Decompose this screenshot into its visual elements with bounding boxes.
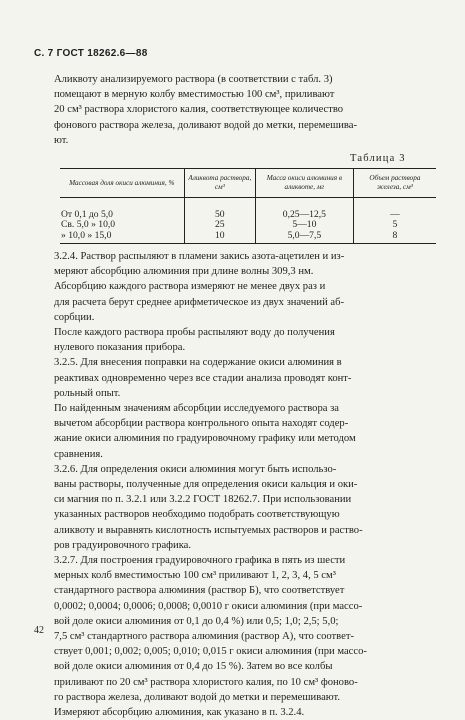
table-header-cell: Масса окиси алюминия в аликвоте, мг — [256, 169, 354, 198]
text-line: 3.2.5. Для внесения поправки на содержание окиси алюминия в — [54, 357, 342, 369]
paragraph — [34, 325, 432, 355]
table-cell: » 10,0 » 15,0 — [60, 231, 184, 244]
table-caption: Таблица 3 — [350, 153, 406, 164]
paragraph — [34, 355, 432, 401]
page-header: С. 7 ГОСТ 18262.6—88 — [34, 48, 148, 59]
table-row — [60, 231, 436, 244]
text-line: По найденным значениям абсорбции исследуемого раствора за — [54, 403, 339, 415]
text-line: ствует 0,001; 0,002; 0,005; 0,010; 0,015 г окиси алюминия (при массо- — [54, 646, 367, 658]
table-cell: 5—10 — [256, 220, 354, 230]
table-3 — [60, 168, 436, 244]
text-line: помещают в мерную колбу вместимостью 100 см³, приливают — [54, 89, 335, 101]
text-line: вычетом абсорбции раствора контрольного опыта находят содер- — [54, 418, 349, 430]
paragraph — [34, 401, 432, 462]
table-row — [60, 220, 436, 230]
text-line: нулевого показания прибора. — [54, 342, 186, 354]
table-header-row — [60, 169, 436, 198]
text-line: стандартного раствора алюминия (раствор Б), что соответствует — [54, 585, 345, 597]
table-header-cell: Аликвота раствора, см³ — [184, 169, 255, 198]
text-line: Абсорбцию каждого раствора измеряют не менее двух раз и — [54, 281, 326, 293]
table-row — [60, 198, 436, 221]
text-line: фонового раствора железа, доливают водой до метки, перемешива- — [54, 119, 357, 131]
text-line: реактивах одновременно через все стадии анализа проводят конт- — [54, 372, 352, 384]
table-cell: 5,0—7,5 — [256, 231, 354, 244]
text-line: си магния по п. 3.2.1 или 3.2.2 ГОСТ 18262.7. При использовании — [54, 494, 352, 506]
page-number: 42 — [34, 625, 44, 636]
text-line: меряют абсорбцию алюминия при длине волны 309,3 нм. — [54, 266, 314, 278]
text-line: сравнения. — [54, 448, 103, 460]
table-cell: 10 — [184, 231, 255, 244]
table-cell: Св. 5,0 » 10,0 — [60, 220, 184, 230]
text-line: приливают по 20 см³ раствора хлористого калия, по 10 см³ фоново- — [54, 676, 358, 688]
text-line: вой доле окиси алюминия от 0,1 до 0,4 %) или 0,5; 1,0; 2,5; 5,0; — [54, 615, 339, 627]
text-line: ров градуировочного графика. — [54, 539, 192, 551]
text-line: го раствора железа, доливают водой до метки и перемешивают. — [54, 691, 341, 703]
text-line: 20 см³ раствора хлористого калия, соответствующее количество — [54, 104, 344, 116]
table-cell: 8 — [353, 231, 436, 244]
text-line: 3.2.4. Раствор распыляют в пламени закись азота-ацетилен и из- — [54, 251, 345, 262]
text-line: Измеряют абсорбцию алюминия, как указано в п. 3.2.4. — [54, 707, 305, 719]
text-line: для расчета берут среднее арифметическое из двух значений аб- — [54, 296, 345, 308]
text-line: вой доле окиси алюминия от 0,4 до 15 %). Затем во все колбы — [54, 661, 333, 673]
text-line: Аликвоту анализируемого раствора (в соответствии с табл. 3) — [54, 74, 333, 85]
intro-paragraph — [34, 72, 432, 148]
text-line: ваны растворы, полученные для определения окиси кальция и оки- — [54, 479, 358, 491]
text-line: жание окиси алюминия по градуировочному графику или методом — [54, 433, 356, 445]
sections-text — [34, 249, 432, 720]
text-line: 3.2.6. Для определения окиси алюминия могут быть использо- — [54, 463, 337, 475]
text-line: 3.2.7. Для построения градуировочного графика в пять из шести — [54, 555, 346, 567]
paragraph — [34, 279, 432, 325]
table-cell: От 0,1 до 5,0 — [60, 198, 184, 221]
text-line: мерных колб вместимостью 100 см³ приливают 1, 2, 3, 4, 5 см³ — [54, 570, 336, 582]
text-line: 7,5 см³ стандартного раствора алюминия (раствор А), что соответ- — [54, 631, 354, 643]
text-line: сорбции. — [54, 311, 95, 323]
text-line: рольный опыт. — [54, 387, 121, 399]
table-header-cell: Объем раствора железа, см³ — [353, 169, 436, 198]
text-line: аликвоту и выравнять кислотность испытуемых растворов и раство- — [54, 524, 363, 536]
text-line: указанных растворов необходимо подобрать соответствующую — [54, 509, 340, 521]
table-cell: 25 — [184, 220, 255, 230]
text-line: 0,0002; 0,0004; 0,0006; 0,0008; 0,0010 г окиси алюминия (при массо- — [54, 600, 363, 612]
paragraph — [34, 249, 432, 279]
table-cell: 50 — [184, 198, 255, 221]
text-line: После каждого раствора пробы распыляют воду до получения — [54, 327, 335, 339]
text-line: ют. — [54, 134, 69, 146]
table-cell: 5 — [392, 219, 398, 231]
table-header-cell: Массовая доля окиси алюминия, % — [60, 169, 184, 198]
paragraph — [34, 553, 432, 720]
table-cell: 0,25—12,5 — [256, 198, 354, 221]
paragraph — [34, 462, 432, 553]
table-cell: — — [390, 209, 400, 220]
